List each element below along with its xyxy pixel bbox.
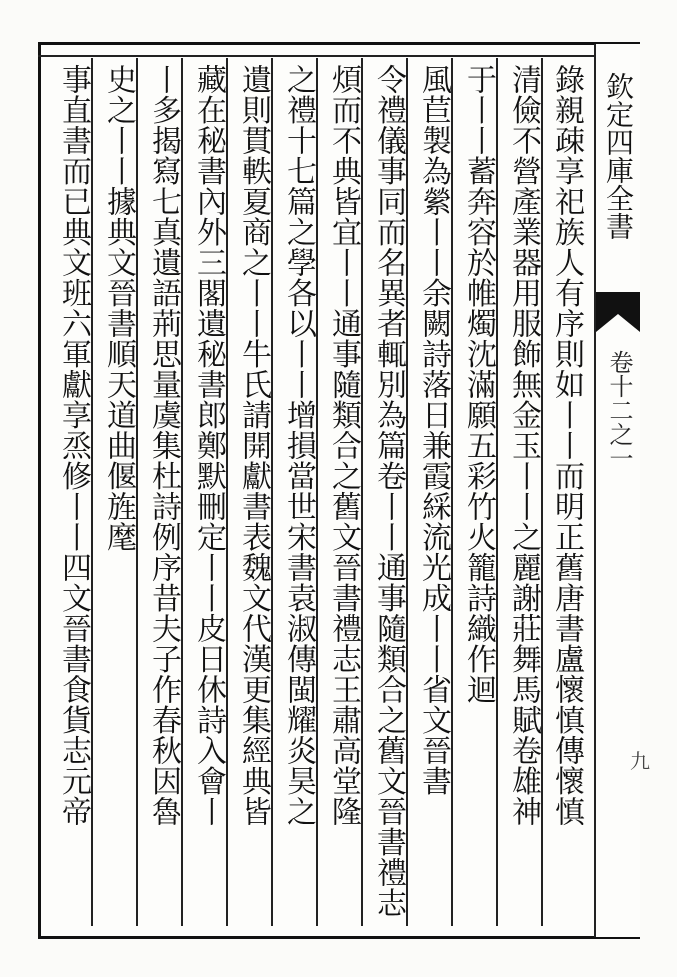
text-column-7: 之禮十七篇之學各以丨丨增損當世宋書袁淑傳閩耀炎昊之 bbox=[281, 64, 316, 827]
fish-tail-mark-icon bbox=[596, 292, 640, 332]
text-column-2: 清儉不營產業器用服飾無金玉丨丨之麗謝莊舞馬賦卷雄神 bbox=[506, 64, 541, 827]
text-column-1: 錄親疎享祀族人有序則如丨丨而明正舊唐書盧懷慎傳懷慎 bbox=[549, 64, 584, 827]
text-column-8: 遺則貫軼夏商之丨丨牛氏請開獻書表魏文代漢更集經典皆 bbox=[236, 64, 271, 827]
spine-volume: 卷十二之一 bbox=[605, 350, 633, 470]
text-column-4: 風苣製為縈丨丨余闕詩落日兼霞綵流光成丨丨省文晉書 bbox=[416, 64, 451, 796]
text-column-3: 于丨丨蓄奔容於帷燭沈滿願五彩竹火籠詩織作迴 bbox=[461, 64, 496, 705]
top-rule bbox=[38, 55, 640, 57]
text-column-5: 令禮儀事同而名異者輒別為篇卷丨丨通事隨類合之舊文晉書禮志 bbox=[371, 64, 406, 918]
spine-page-mark: 九 bbox=[630, 749, 650, 773]
text-column-9: 藏在秘書內外三閣遺秘書郎鄭默刪定丨丨皮日休詩入會丨 bbox=[191, 64, 226, 827]
text-column-11: 史之丨丨據典文晉書順天道曲偃旌麾 bbox=[101, 64, 136, 552]
text-column-6: 煩而不典皆宜丨丨通事隨類合之舊文晉書禮志王肅高堂隆 bbox=[326, 64, 361, 827]
spine-title: 欽定四庫全書 bbox=[602, 72, 635, 240]
text-column-12: 事直書而已典文班六軍獻享烝修丨丨四文晉書食貨志元帝 bbox=[56, 64, 91, 827]
text-column-10: 丨多揭寫七真遺語荊思量虞集杜詩例序昔夫子作春秋因魯 bbox=[146, 64, 181, 827]
